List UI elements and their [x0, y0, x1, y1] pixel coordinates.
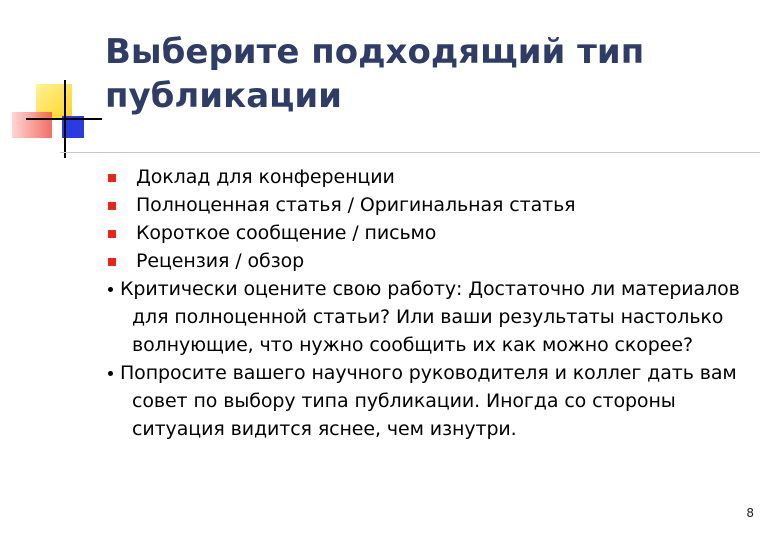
red-square-bullet-icon — [108, 258, 116, 266]
list-item-text: Рецензия / обзор — [136, 250, 305, 272]
list-item — [108, 247, 768, 275]
list-item-text: Полноценная статья / Оригинальная статья — [136, 194, 576, 216]
list-item — [108, 163, 768, 191]
page-number: 8 — [746, 506, 754, 520]
list-item-text: Короткое сообщение / письмо — [136, 222, 437, 244]
red-square-bullet-icon — [108, 202, 116, 210]
list-item-text: Доклад для конференции — [136, 166, 395, 188]
paragraph — [108, 359, 768, 443]
slide-content — [108, 163, 768, 443]
paragraph — [108, 275, 768, 359]
paragraph-text: Попросите вашего научного руководителя и коллег дать вам совет по выбору типа публикации. Иногда со стороны ситуация видится яснее, чем изнутри. — [120, 362, 737, 440]
list-item — [108, 219, 768, 247]
crosshair-horizontal-line — [26, 118, 102, 120]
title-divider — [60, 152, 760, 153]
dot-bullet-icon — [108, 359, 120, 387]
list-item — [108, 191, 768, 219]
paragraph-text: Критически оцените свою работу: Достаточно ли материалов для полноценной статьи? Или ваши результаты настолько волнующие, что нужно сообщить их как можно скорее? — [120, 278, 740, 356]
slide-title: Выберите подходящий тип публикации — [105, 32, 645, 116]
red-square-icon — [12, 112, 52, 138]
red-square-bullet-icon — [108, 174, 116, 182]
red-square-bullet-icon — [108, 230, 116, 238]
dot-bullet-icon — [108, 275, 120, 303]
